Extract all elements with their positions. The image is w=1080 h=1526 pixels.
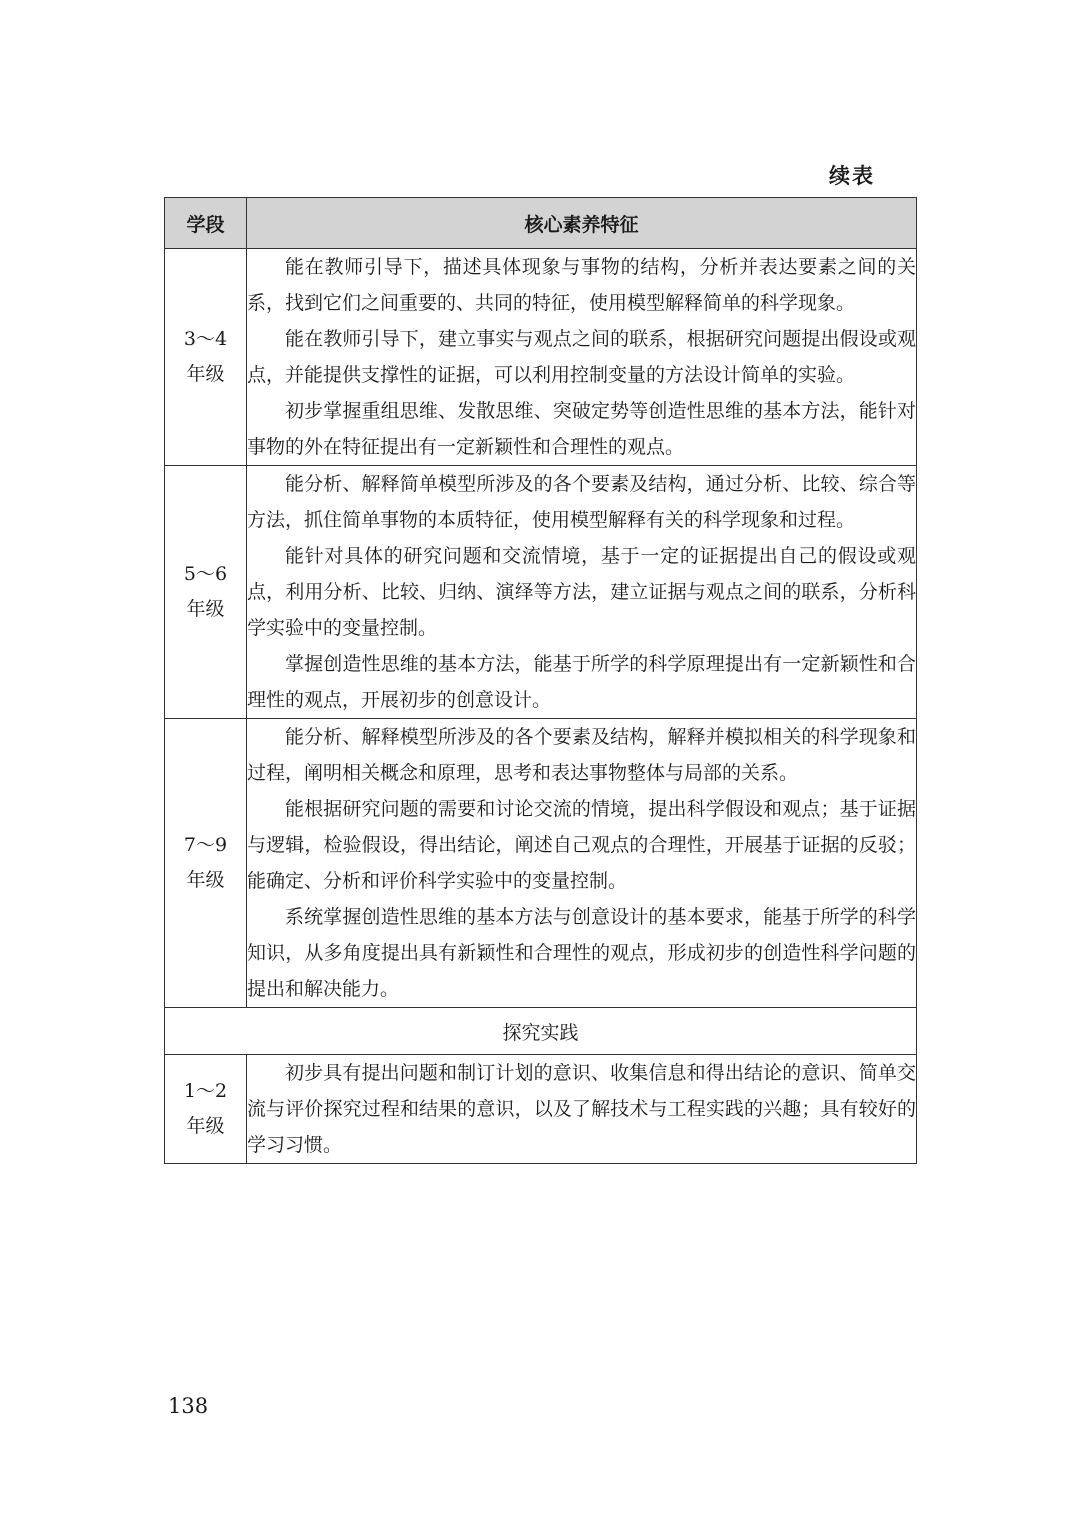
stage-range: 3～4 xyxy=(183,328,228,350)
stage-cell xyxy=(165,719,247,1008)
feature-paragraph: 初步掌握重组思维、发散思维、突破定势等创造性思维的基本方法，能针对事物的外在特征提出有一定新颖性和合理性的观点。 xyxy=(247,400,916,458)
stage-cell xyxy=(165,1055,247,1164)
stage-range: 7～9 xyxy=(183,834,228,856)
feature-cell xyxy=(247,719,917,1008)
stage-cell xyxy=(165,466,247,719)
header-stage: 学段 xyxy=(165,198,247,249)
stage-range: 5～6 xyxy=(183,563,228,585)
page-number: 138 xyxy=(168,1394,209,1418)
feature-paragraph: 能根据研究问题的需要和讨论交流的情境，提出科学假设和观点；基于证据与逻辑，检验假设，得出结论，阐述自己观点的合理性，开展基于证据的反驳；能确定、分析和评价科学实验中的变量控制。 xyxy=(247,798,916,892)
core-competency-table xyxy=(164,197,917,1164)
stage-unit: 年级 xyxy=(186,869,225,891)
feature-paragraph: 能分析、解释模型所涉及的各个要素及结构，解释并模拟相关的科学现象和过程，阐明相关概念和原理，思考和表达事物整体与局部的关系。 xyxy=(247,726,916,784)
section-title: 探究实践 xyxy=(165,1008,917,1055)
stage-unit: 年级 xyxy=(186,598,225,620)
feature-paragraph: 系统掌握创造性思维的基本方法与创意设计的基本要求，能基于所学的科学知识，从多角度提出具有新颖性和合理性的观点，形成初步的创造性科学问题的提出和解决能力。 xyxy=(247,906,916,1000)
stage-cell xyxy=(165,249,247,466)
feature-paragraph: 能在教师引导下，建立事实与观点之间的联系，根据研究问题提出假设或观点，并能提供支撑性的证据，可以利用控制变量的方法设计简单的实验。 xyxy=(247,328,916,386)
continued-label: 续表 xyxy=(829,164,875,188)
feature-paragraph: 能分析、解释简单模型所涉及的各个要素及结构，通过分析、比较、综合等方法，抓住简单事物的本质特征，使用模型解释有关的科学现象和过程。 xyxy=(247,473,916,531)
feature-cell xyxy=(247,466,917,719)
feature-paragraph: 能在教师引导下，描述具体现象与事物的结构，分析并表达要素之间的关系，找到它们之间重要的、共同的特征，使用模型解释简单的科学现象。 xyxy=(247,256,916,314)
section-row xyxy=(165,1008,917,1055)
feature-cell xyxy=(247,249,917,466)
stage-unit: 年级 xyxy=(186,363,225,385)
table-row xyxy=(165,249,917,466)
feature-cell xyxy=(247,1055,917,1164)
stage-unit: 年级 xyxy=(186,1115,225,1137)
feature-paragraph: 初步具有提出问题和制订计划的意识、收集信息和得出结论的意识、简单交流与评价探究过程和结果的意识，以及了解技术与工程实践的兴趣；具有较好的学习习惯。 xyxy=(247,1062,916,1156)
table-header-row xyxy=(165,198,917,249)
feature-paragraph: 能针对具体的研究问题和交流情境，基于一定的证据提出自己的假设或观点，利用分析、比较、归纳、演绎等方法，建立证据与观点之间的联系，分析科学实验中的变量控制。 xyxy=(247,545,916,639)
table-row xyxy=(165,466,917,719)
stage-range: 1～2 xyxy=(183,1080,228,1102)
table-row xyxy=(165,1055,917,1164)
header-features: 核心素养特征 xyxy=(247,198,917,249)
table-row xyxy=(165,719,917,1008)
feature-paragraph: 掌握创造性思维的基本方法，能基于所学的科学原理提出有一定新颖性和合理性的观点，开展初步的创意设计。 xyxy=(247,653,916,711)
